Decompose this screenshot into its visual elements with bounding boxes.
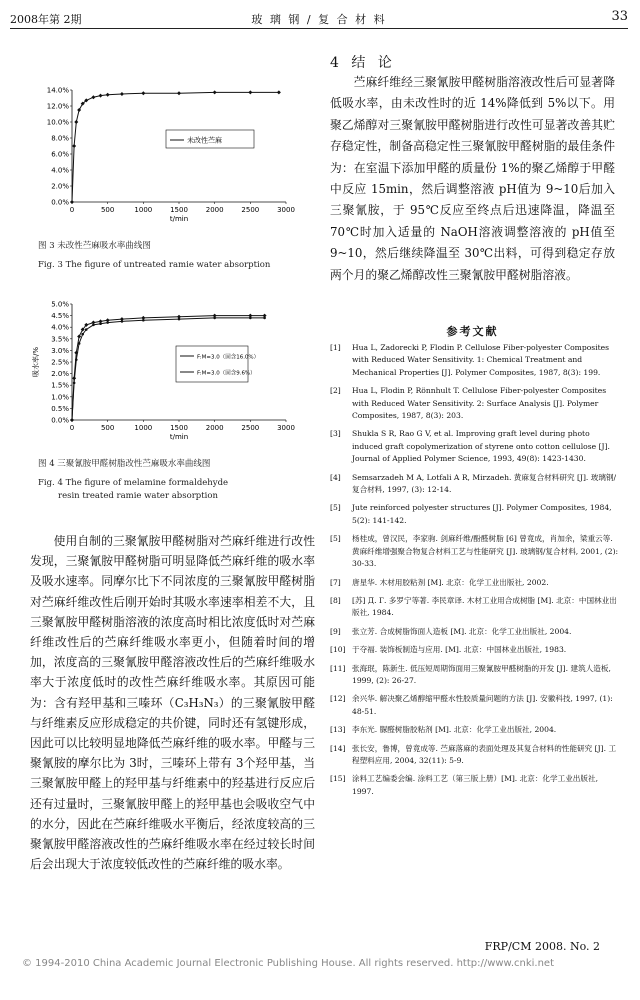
reference-text: 杨桂成，曾汉民，李家驹. 剑麻纤维/酚醛树脂 [6] 曾竟成，肖加余，梁重云等. 黄麻纤维增强聚合物复合材料工艺与性能研究 [J]. 玻璃钢/复合材料, 2001, (2): 30-33. <box>352 534 619 569</box>
y-tick-label: 4.0% <box>51 166 69 175</box>
y-tick-label: 2.5% <box>51 358 69 367</box>
x-axis-label: t/min <box>169 215 189 223</box>
reference-item <box>330 663 620 688</box>
y-tick-label: 1.5% <box>51 381 69 390</box>
data-point <box>249 317 252 320</box>
reference-text: Shukla S R, Rao G V, et al. Improving graft level during photo induced graft copolymerization of styrene onto cotton cellulose [J]. Journal of Applied Polymer Science, 1993, 49(8): 1423-1430. <box>352 429 610 464</box>
x-tick-label: 3000 <box>277 424 295 432</box>
reference-item <box>330 626 620 638</box>
reference-text: 张立芳. 合成树脂饰面人造板 [M]. 北京：化学工业出版社, 2004. <box>352 626 572 636</box>
data-point <box>85 328 88 331</box>
data-point <box>92 324 95 327</box>
y-axis-label: 吸水率/% <box>32 346 40 378</box>
reference-item <box>330 533 620 570</box>
data-point <box>263 317 266 320</box>
reference-number: [9] <box>330 626 341 636</box>
reference-item <box>330 472 620 497</box>
legend-label: F:M=3.0（固含9.6%） <box>197 370 256 377</box>
data-point <box>142 319 145 322</box>
reference-text: 余兴华. 解决聚乙烯醇缩甲醛水性胶质量问题的方法 [J]. 安徽科技, 1997, (1): 48-51. <box>352 694 613 716</box>
reference-text: 涂料工艺编委会编. 涂料工艺（第三版上册）[M]. 北京：化学工业出版社, 1997. <box>352 774 598 796</box>
data-point <box>75 358 78 361</box>
x-tick-label: 0 <box>69 424 75 432</box>
reference-number: [1] <box>330 343 341 352</box>
reference-item <box>330 577 620 589</box>
y-tick-label: 6.0% <box>51 150 69 159</box>
reference-text: 唐星华. 木材用胶粘剂 [M]. 北京：化学工业出版社, 2002. <box>352 577 549 587</box>
reference-number: [5] <box>330 503 341 513</box>
data-point <box>177 91 181 95</box>
body-paragraph: 使用自制的三聚氰胺甲醛树脂对苎麻纤维进行改性发现，三聚氰胺甲醛树脂可明显降低苎麻纤维的吸水率及吸水速率。同摩尔比下不同浓度的三聚氰胺甲醛树脂对苎麻纤维改性后刚开始时其吸水率速率相差不大，且三聚氰胺甲醛树脂溶液的浓度高时相比浓度低时对苎麻纤维改性后的苎麻纤维吸水率更小，但随着时间的增加，浓度高的三聚氰胺甲醛溶液改性后的苎麻纤维吸水率大于浓度低时的改性苎麻纤维吸水率。其原因可能为：含有羟甲基和三嗪环（C₃H₃N₃）的三聚氰胺甲醛与纤维素反应形成稳定的共价键，同时还有氢键形成，因此可以比较明显地降低苎麻纤维的吸水率。甲醛与三聚氰胺的摩尔比为 3时，三嗪环上带有 3个羟甲基，当三聚氰胺甲醛上的羟甲基与纤维素中的羟基进行反应后还有过量时，三聚氰胺甲醛上的羟甲基也会吸收空气中的水分，因此在苎麻纤维吸水平衡后，经浓度较高的三聚氰胺甲醛溶液改性的苎麻纤维吸水率在经过较长时间后会出现大于浓度较低改性的苎麻纤维的吸水率。 <box>30 534 315 872</box>
y-tick-label: 5.0% <box>51 300 69 309</box>
reference-number: [8] <box>330 595 341 605</box>
fig4-chart <box>30 296 320 456</box>
reference-text: 张长安，鲁博，曾竟成等. 苎麻落麻的表面处理及其复合材料的性能研究 [J]. 工程塑料应用, 2004, 32(11): 5-9. <box>352 743 617 765</box>
data-point <box>120 92 124 96</box>
footer-journal: FRP/CM 2008. No. 2 <box>484 940 600 953</box>
x-tick-label: 1000 <box>134 424 153 432</box>
reference-number: [13] <box>330 725 346 735</box>
y-tick-label: 12.0% <box>46 102 69 111</box>
data-point <box>70 200 74 204</box>
x-axis-label: t/min <box>169 433 189 441</box>
section-title: 4 结 论 <box>330 55 396 71</box>
data-point <box>99 94 103 98</box>
y-tick-label: 0.5% <box>51 404 69 413</box>
reference-text: 于夺福. 装饰板制造与应用. [M]. 北京：中国林业出版社, 1983. <box>352 645 567 655</box>
y-tick-label: 3.5% <box>51 335 69 344</box>
y-tick-label: 1.0% <box>51 393 69 402</box>
x-tick-label: 1500 <box>170 206 188 214</box>
reference-item <box>330 773 620 798</box>
data-point <box>72 144 76 148</box>
data-point <box>74 120 78 124</box>
x-tick-label: 500 <box>100 206 115 214</box>
fig3-caption-cn: 图 3 未改性苎麻吸水率曲线图 <box>38 241 151 251</box>
data-point <box>77 108 81 112</box>
reference-item <box>330 644 620 656</box>
reference-text: 张海珉，陈新生. 低压短周期饰面用三聚氰胺甲醛树脂的开发 [J]. 建筑人造板, 1999, (2): 26-27. <box>352 663 611 685</box>
reference-text: 李东光. 脲醛树脂胶粘剂 [M]. 北京：化学工业出版社, 2004. <box>352 725 557 735</box>
reference-item <box>330 595 620 620</box>
data-point <box>213 317 216 320</box>
conclusion-paragraph: 苎麻纤维经三聚氰胺甲醛树脂溶液改性后可显著降低吸水率，由未改性时的近 14%降低到 5%以下。用聚乙烯醇对三聚氰胺甲醛树脂进行改性可显著改善其贮存稳定性，制备高稳定性三聚氰胺甲醛树脂的最佳条件为：在室温下添加甲醛的质量份 1%的聚乙烯醇于甲醛中反应 15min，然后调整溶液 pH值为 9~10后加入三聚氰胺，于 95℃反应至终点后迅速降温，降温至 70℃时加入适量的 NaOH溶液调整溶液的 pH值至 9~10，然后继续降温至 30℃出料，可得到稳定存放两个月的聚乙烯醇改性三聚氰胺甲醛树脂溶液。 <box>330 75 615 282</box>
reference-item <box>330 385 620 422</box>
data-point <box>99 322 102 325</box>
reference-number: [4] <box>330 472 341 482</box>
reference-text: [苏] Д. Г. 多罗宁等著. 李民章译. 木材工业用合成树脂 [M]. 北京：中国林业出版社, 1984. <box>352 595 617 618</box>
reference-number: [15] <box>330 774 346 784</box>
reference-number: [3] <box>330 429 341 439</box>
x-tick-label: 1500 <box>170 424 188 432</box>
reference-text: Hua L, Flodin P, Rönnhult T. Cellulose Fiber-polyester Composites with Reduced Water Sensitivity. 2: Surface Analysis [J]. Polymer Composites, 1987, 8(3): 203. <box>352 386 607 421</box>
data-point <box>71 419 74 422</box>
y-tick-label: 10.0% <box>46 118 69 127</box>
y-tick-label: 3.0% <box>51 346 69 355</box>
fig4-caption-en-1: Fig. 4 The figure of melamine formaldehyde <box>38 478 229 488</box>
reference-number: [5] <box>330 534 341 544</box>
y-tick-label: 0.0% <box>51 416 69 425</box>
copyright-footer: © 1994-2010 China Academic Journal Electronic Publishing House. All rights reserved. http://www.cnki.net <box>22 958 554 969</box>
x-tick-label: 2000 <box>205 424 224 432</box>
reference-item <box>330 693 620 718</box>
y-tick-label: 2.0% <box>51 182 69 191</box>
reference-number: [10] <box>330 645 346 655</box>
x-tick-label: 3000 <box>277 206 295 214</box>
fig4-caption-cn: 图 4 三聚氰胺甲醛树脂改性苎麻吸水率曲线图 <box>38 459 211 469</box>
data-point <box>106 93 110 97</box>
data-point <box>77 334 81 338</box>
reference-number: [7] <box>330 577 341 587</box>
y-tick-label: 2.0% <box>51 370 69 379</box>
data-point <box>73 382 76 385</box>
x-tick-label: 1000 <box>134 206 153 214</box>
y-tick-label: 4.5% <box>51 312 69 321</box>
data-point <box>141 91 145 95</box>
y-tick-label: 14.0% <box>46 86 69 95</box>
data-point <box>277 90 281 94</box>
data-point <box>248 90 252 94</box>
reference-text: Jute reinforced polyester structures [J]. Polymer Composites, 1984, 5(2): 141-142. <box>352 503 612 525</box>
x-tick-label: 0 <box>69 206 75 214</box>
body-text-left <box>30 531 315 874</box>
fig4-caption <box>38 458 228 503</box>
y-tick-label: 0.0% <box>51 198 69 207</box>
x-tick-label: 500 <box>100 424 115 432</box>
fig3-chart <box>30 82 320 232</box>
legend-box <box>176 346 248 382</box>
conclusion-text <box>330 72 615 286</box>
reference-number: [12] <box>330 694 346 704</box>
page-header <box>10 8 628 29</box>
data-point <box>106 321 109 324</box>
data-point <box>121 320 124 323</box>
reference-item <box>330 743 620 768</box>
reference-item <box>330 502 620 527</box>
data-point <box>91 95 95 99</box>
page-number: 33 <box>611 9 628 24</box>
data-point <box>178 318 181 321</box>
x-tick-label: 2500 <box>241 206 260 214</box>
x-tick-label: 2000 <box>205 206 224 214</box>
fig4-caption-en-2: resin treated ramie water absorption <box>58 491 218 501</box>
fig3-caption <box>38 240 270 272</box>
legend-label: 未改性苎麻 <box>187 136 222 145</box>
reference-number: [14] <box>330 743 346 753</box>
reference-item <box>330 428 620 465</box>
references-list <box>330 342 620 804</box>
reference-text: Hua L, Zadorecki P, Flodin P. Cellulose Fiber-polyester Composites with Reduced Water Sensitivity. 1: Chemical Treatment and Mechanical Properties [J]. Polymer Composites, 1987, 8(3): 199. <box>352 343 610 377</box>
reference-text: Semsarzadeh M A, Lotfali A R, Mirzadeh. 黄麻复合材料研究 [J]. 玻璃钢/复合材料, 1997, (3): 12-14. <box>352 472 617 495</box>
issue-label: 2008年第 2期 <box>10 13 82 26</box>
reference-item <box>330 724 620 736</box>
y-tick-label: 8.0% <box>51 134 69 143</box>
data-point <box>78 342 81 345</box>
data-point <box>213 90 217 94</box>
reference-number: [2] <box>330 386 341 396</box>
reference-number: [11] <box>330 663 346 673</box>
journal-title: 玻 璃 钢 / 复 合 材 料 <box>251 13 387 26</box>
legend-label: F:M=3.0（固含16.0%） <box>197 354 260 361</box>
x-tick-label: 2500 <box>241 424 260 432</box>
data-point <box>81 333 84 336</box>
references-title: 参考文献 <box>446 325 499 338</box>
fig3-caption-en: Fig. 3 The figure of untreated ramie water absorption <box>38 260 271 270</box>
y-tick-label: 4.0% <box>51 323 69 332</box>
reference-item <box>330 342 620 379</box>
